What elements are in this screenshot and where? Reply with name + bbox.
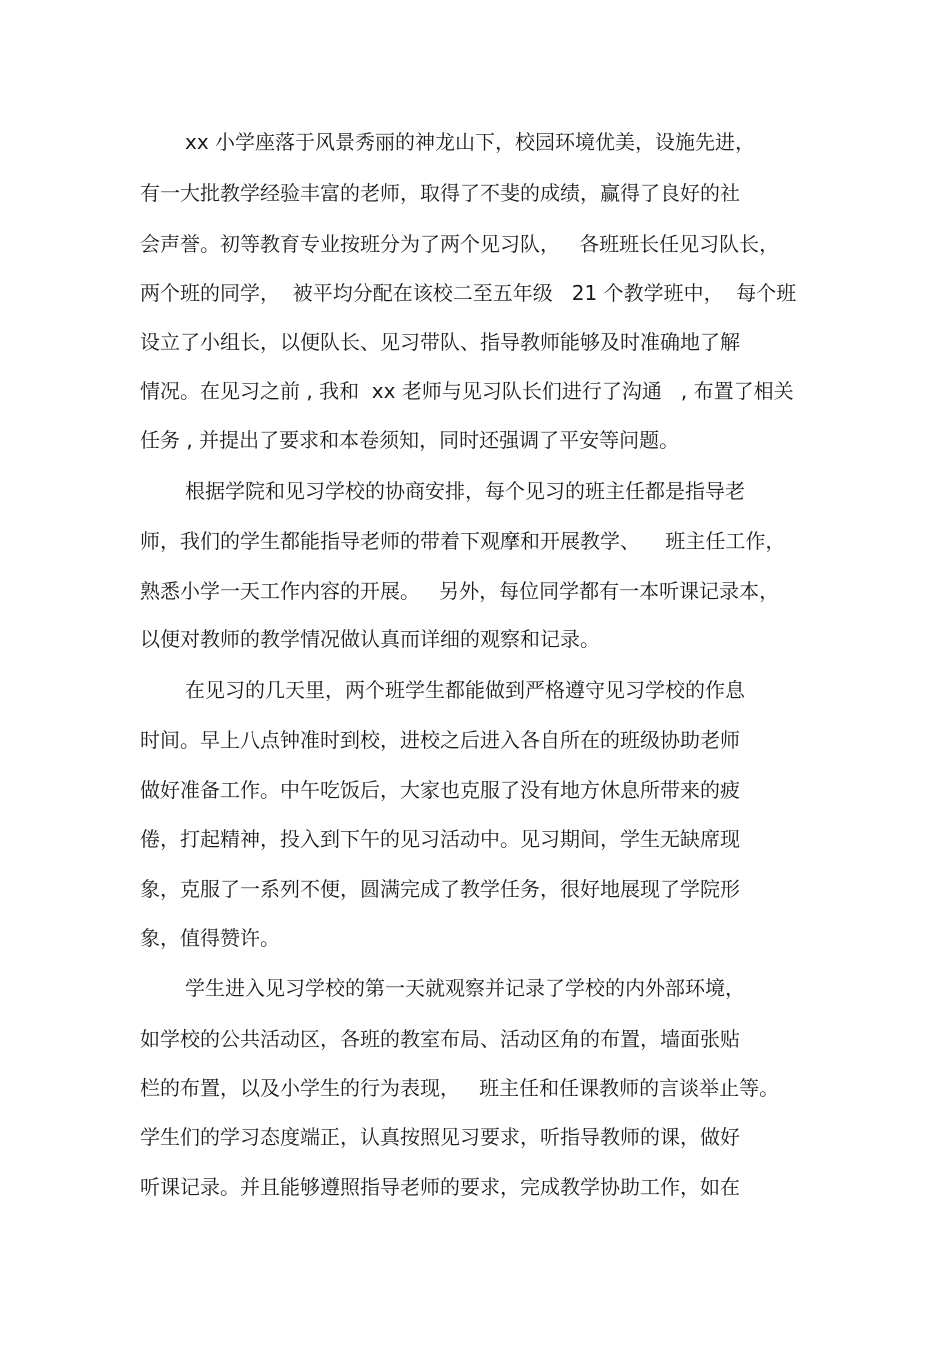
paragraph-1-line-5: 设立了小组长，以便队长、见习带队、指导教师能够及时准确地了解	[140, 330, 740, 354]
paragraph-1-line-4: 两个班的同学， 被平均分配在该校二至五年级 21 个教学班中， 每个班	[140, 281, 797, 305]
paragraph-2-line-2: 师，我们的学生都能指导老师的带着下观摩和开展教学、 班主任工作，	[140, 529, 786, 553]
paragraph-1-line-7: 任务 , 并提出了要求和本卷须知，同时还强调了平安等问题。	[140, 428, 680, 452]
paragraph-3-line-1: 在见习的几天里，两个班学生都能做到严格遵守见习学校的作息	[185, 678, 745, 702]
paragraph-3-line-2: 时间。早上八点钟准时到校，进校之后进入各自所在的班级协助老师	[140, 728, 740, 752]
paragraph-4-line-2: 如学校的公共活动区，各班的教室布局、活动区角的布置，墙面张贴	[140, 1027, 740, 1051]
paragraph-4-line-4: 学生们的学习态度端正，认真按照见习要求，听指导教师的课，做好	[140, 1125, 740, 1149]
paragraph-2-line-3: 熟悉小学一天工作内容的开展。 另外，每位同学都有一本听课记录本，	[140, 579, 780, 603]
paragraph-4-line-1: 学生进入见习学校的第一天就观察并记录了学校的内外部环境，	[185, 976, 745, 1000]
paragraph-4-line-5: 听课记录。并且能够遵照指导老师的要求，完成教学协助工作，如在	[140, 1175, 740, 1199]
paragraph-3-line-4: 倦，打起精神，投入到下午的见习活动中。见习期间，学生无缺席现	[140, 827, 740, 851]
paragraph-2-line-1: 根据学院和见习学校的协商安排，每个见习的班主任都是指导老	[185, 479, 745, 503]
paragraph-3-line-3: 做好准备工作。中午吃饭后，大家也克服了没有地方休息所带来的疲	[140, 778, 740, 802]
paragraph-1-line-1: xx 小学座落于风景秀丽的神龙山下，校园环境优美，设施先进，	[185, 130, 756, 154]
paragraph-1-line-2: 有一大批教学经验丰富的老师，取得了不斐的成绩，赢得了良好的社	[140, 181, 740, 205]
paragraph-1-line-6: 情况。在见习之前 , 我和 xx 老师与见习队长们进行了沟通 , 布置了相关	[140, 379, 794, 403]
paragraph-1-line-3: 会声誉。初等教育专业按班分为了两个见习队， 各班班长任见习队长，	[140, 232, 780, 256]
paragraph-3-line-6: 象，值得赞许。	[140, 926, 280, 950]
paragraph-2-line-4: 以便对教师的教学情况做认真而详细的观察和记录。	[140, 627, 600, 651]
paragraph-4-line-3: 栏的布置，以及小学生的行为表现， 班主任和任课教师的言谈举止等。	[140, 1076, 780, 1100]
paragraph-3-line-5: 象，克服了一系列不便，圆满完成了教学任务，很好地展现了学院形	[140, 877, 740, 901]
